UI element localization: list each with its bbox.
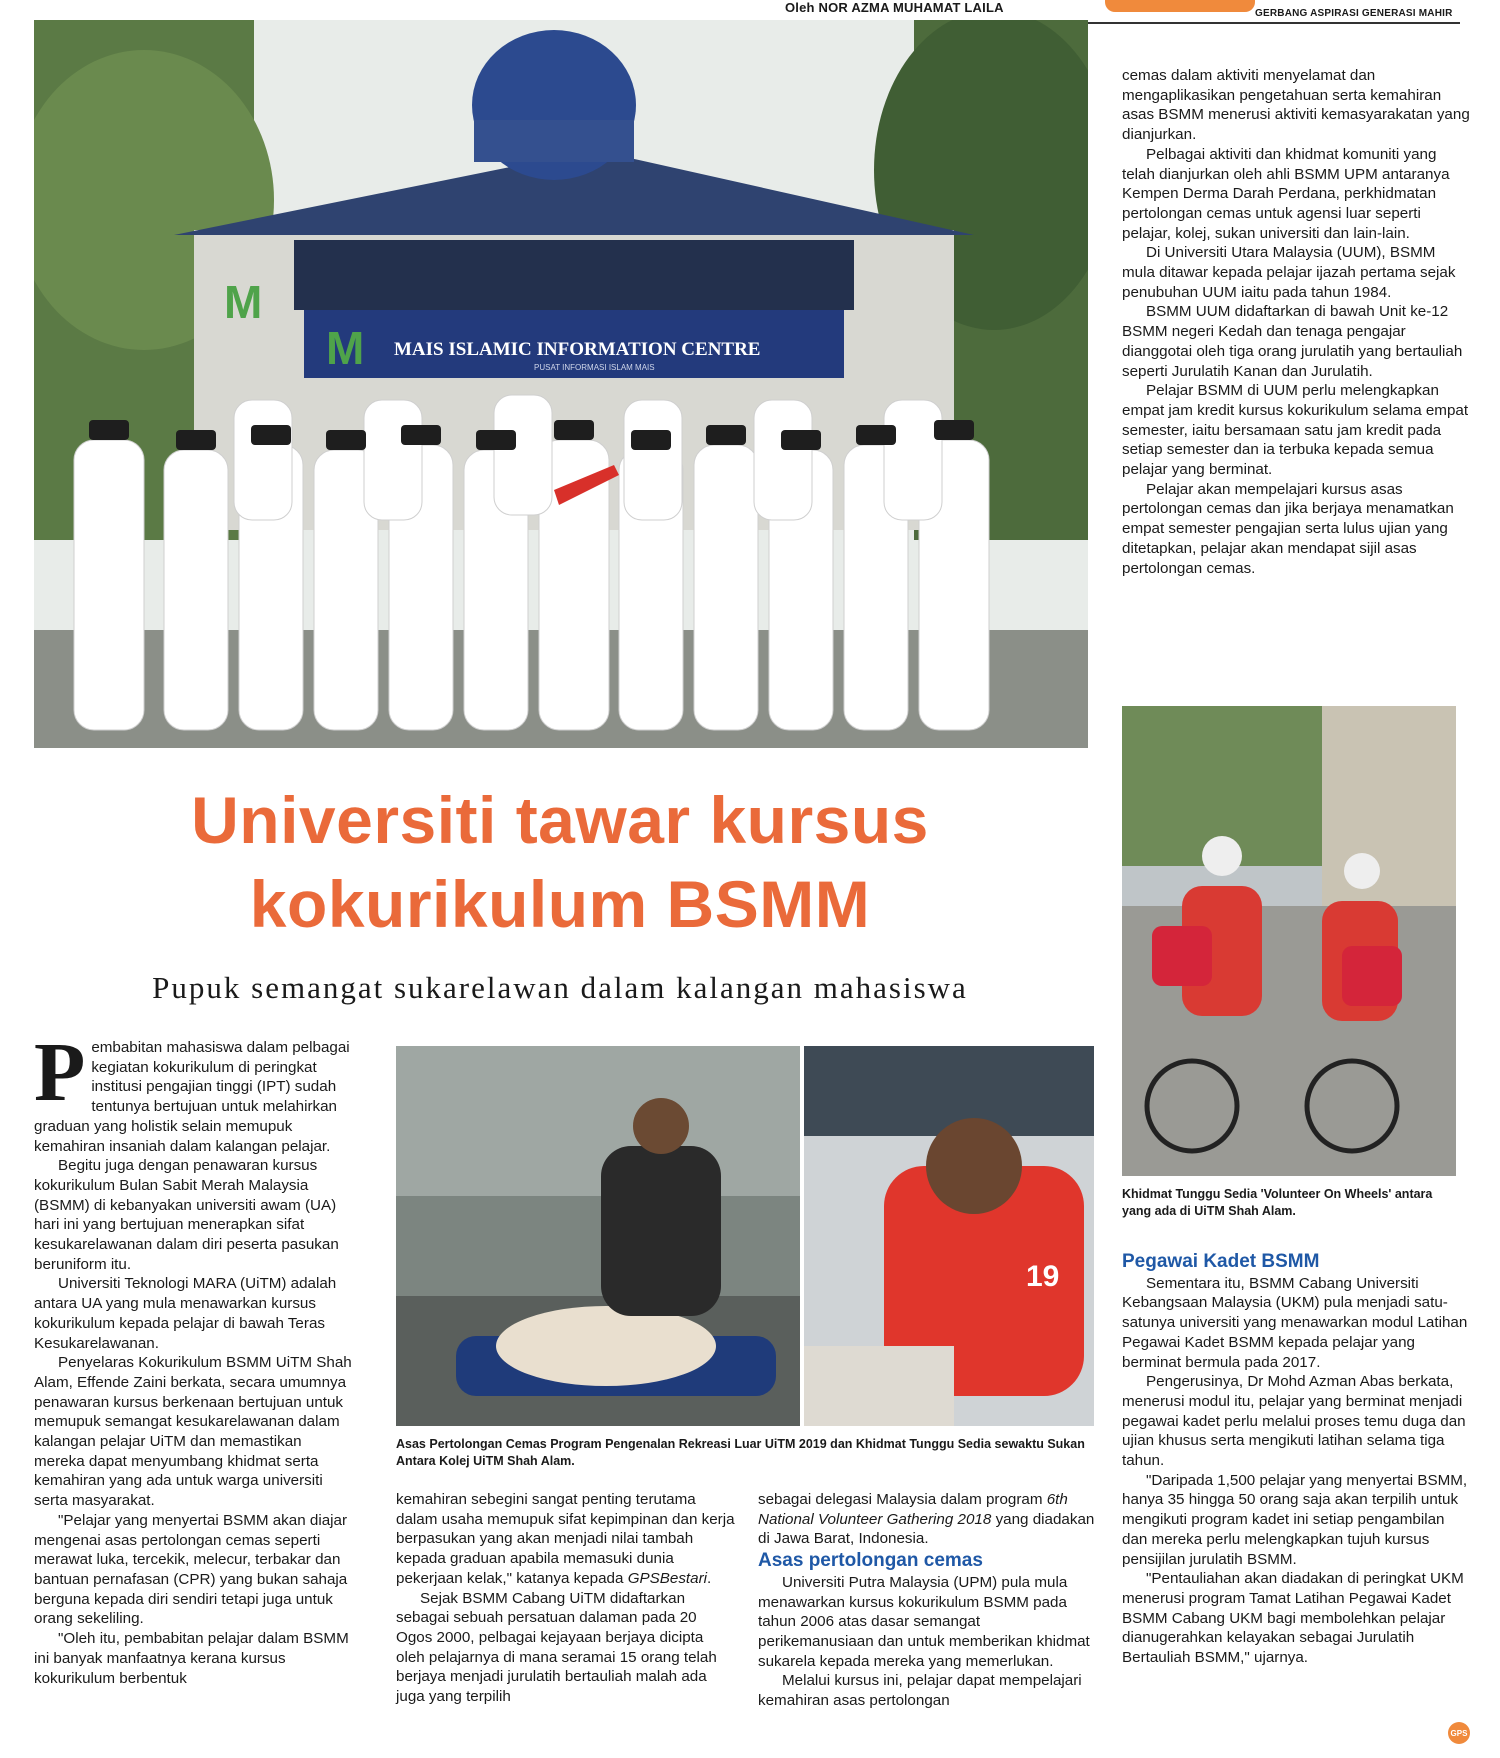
paragraph: "Oleh itu, pembabitan pelajar dalam BSMM ini banyak manfaatnya kerana kursus kokurikulum berbentuk bbox=[34, 1630, 349, 1687]
svg-text:M: M bbox=[326, 322, 365, 374]
paragraph: "Daripada 1,500 pelajar yang menyertai BSMM, hanya 35 hingga 50 orang saja akan terpilih untuk mengikuti program kadet ini setiap pengambilan dan mereka perlu melengkapkan tujuh kursus pensijilan jurulatih BSMM. bbox=[1122, 1471, 1468, 1568]
publication-name: GPSBestari bbox=[627, 1569, 708, 1587]
paragraph: Pelajar akan mempelajari kursus asas pertolongan cemas dan jika berjaya menamatkan empat semester pengajian serta lulus ujian yang ditetapkan, pelajar akan mendapat sijil asas pertolongan cemas. bbox=[1122, 480, 1454, 577]
paragraph: Universiti Teknologi MARA (UiTM) adalah antara UA yang mula menawarkan kursus kokurikulum kepada pelajar di bawah Teras Kesukarelawanan. bbox=[34, 1275, 337, 1352]
cpr-photo bbox=[396, 1046, 800, 1426]
headline-line-1: Universiti tawar kursus bbox=[191, 783, 929, 857]
article-column-1 bbox=[34, 1026, 356, 1688]
paragraph: embabitan mahasiswa dalam pelbagai kegiatan kokurikulum di peringkat institusi pengajian tinggi (IPT) sudah tentunya bertujuan untuk melahirkan graduan yang holistik selain memupuk kemahiran insaniah dalam kalangan pelajar. bbox=[34, 1039, 350, 1155]
paragraph: Sejak BSMM Cabang UiTM didaftarkan sebagai sebuah persatuan dalaman pada 20 Ogos 2000, pelbagai kejayaan berjaya dicipta oleh pelajarnya di mana seramai 15 orang telah berjaya menjadi jurulatih bertauliah malah ada juga yang terpilih bbox=[396, 1589, 717, 1706]
paragraph: kemahiran sebegini sangat penting terutama dalam usaha memupuk sifat kepimpinan dan kerja berpasukan yang akan menjadi nilai tambah kepada graduan apabila memasuki dunia pekerjaan kelak," katanya kepada bbox=[396, 1491, 735, 1587]
paragraph: sebagai delegasi Malaysia dalam program bbox=[758, 1491, 1043, 1508]
volunteer-photo bbox=[804, 1046, 1094, 1426]
byline: Oleh NOR AZMA MUHAMAT LAILA bbox=[785, 0, 1004, 15]
paragraph: Penyelaras Kokurikulum BSMM UiTM Shah Alam, Effende Zaini berkata, secara umumnya penawaran kursus berkenaan bertujuan untuk memupuk semangat kesukarelawanan dalam kalangan pelajar UiTM dan memastikan mereka dapat menyumbang khidmat serta kemahiran yang ada untuk warga universiti serta masyarakat. bbox=[34, 1354, 352, 1510]
gps-end-logo: GPS bbox=[1448, 1722, 1470, 1744]
dropcap: P bbox=[34, 1026, 86, 1119]
mais-sign-text: MAIS ISLAMIC INFORMATION CENTRE bbox=[394, 339, 761, 360]
paragraph: Sementara itu, BSMM Cabang Universiti Kebangsaan Malaysia (UKM) pula menjadi satu-satunya universiti yang menawarkan modul Latihan Pegawai Kadet BSMM kepada pelajar yang berminat bermula pada 2017. bbox=[1122, 1274, 1468, 1371]
paragraph: Pengerusinya, Dr Mohd Azman Abas berkata, menerusi modul itu, pelajar yang berminat menjadi pegawai kadet perlu melalui proses temu duga dan ujian khusus serta mengikuti latihan selama tiga tahun. bbox=[1122, 1373, 1466, 1470]
article-column-3 bbox=[758, 1490, 1098, 1711]
paragraph: "Pelajar yang menyertai BSMM akan diajar mengenai asas pertolongan cemas seperti merawat luka, tercekik, melecur, terbakar dan bantuan pernafasan (CPR) yang bukan sahaja berguna kepada diri sendiri tetapi juga untuk orang sekeliling. bbox=[34, 1511, 348, 1628]
subhead-cadet-officer: Pegawai Kadet BSMM bbox=[1122, 1251, 1320, 1272]
paragraph: yang diadakan di Jawa Barat, Indonesia. bbox=[758, 1510, 1095, 1548]
paragraph: Melalui kursus ini, pelajar dapat mempelajari kemahiran asas pertolongan bbox=[758, 1672, 1082, 1710]
paragraph: Begitu juga dengan penawaran kursus kokurikulum Bulan Sabit Merah Malaysia (BSMM) di kebanyakan universiti awam (UA) hari ini yang bertujuan menerapkan sifat kesukarelawanan dalam diri peserta pasukan beruniform itu. bbox=[34, 1157, 339, 1273]
tagline: GERBANG ASPIRASI GENERASI MAHIR bbox=[1255, 8, 1453, 19]
paragraph: Pelbagai aktiviti dan khidmat komuniti yang telah dianjurkan oleh ahli BSMM UPM antaranya Kempen Derma Darah Perdana, perkhidmatan pertolongan cemas untuk agensi luar seperti pelajar, kolej, sukan universiti dan lain-lain. bbox=[1122, 145, 1450, 242]
paragraph: Pelajar BSMM di UUM perlu melengkapkan empat jam kredit kursus kokurikulum selama empat semester, iaitu bersamaan satu jam kredit pada setiap semester dan ia terbuka kepada semua pelajar yang berminat. bbox=[1122, 382, 1469, 479]
svg-text:19: 19 bbox=[1026, 1260, 1060, 1293]
headline-line-2: kokurikulum BSMM bbox=[249, 867, 871, 941]
header-tab bbox=[1105, 0, 1255, 12]
mais-sign-subtext: PUSAT INFORMASI ISLAM MAIS bbox=[534, 363, 655, 372]
photo-caption-middle: Asas Pertolongan Cemas Program Pengenalan Rekreasi Luar UiTM 2019 dan Khidmat Tunggu Sedia sewaktu Sukan Antara Kolej UiTM Shah Alam. bbox=[396, 1437, 1085, 1468]
event-name: 6th National Volunteer Gathering 2018 bbox=[758, 1491, 1068, 1528]
paragraph: cemas dalam aktiviti menyelamat dan mengaplikasikan pengetahuan serta kemahiran asas BSMM menerusi aktiviti kemasyarakatan yang dianjurkan. bbox=[1122, 67, 1470, 144]
svg-text:M: M bbox=[224, 276, 263, 328]
paragraph: BSMM UUM didaftarkan di bawah Unit ke-12 BSMM negeri Kedah dan tenaga pengajar dianggotai oleh tiga orang jurulatih yang bertauliah seperti Jurulatih Kanan dan Jurulatih. bbox=[1122, 303, 1463, 380]
photo-caption-right: Khidmat Tunggu Sedia 'Volunteer On Wheels' antara yang ada di UiTM Shah Alam. bbox=[1122, 1187, 1433, 1218]
paragraph: "Pentauliahan akan diadakan di peringkat UKM menerusi program Tamat Latihan Pegawai Kadet BSMM Cabang UKM bagi membolehkan pelajar dianugerahkan kelayakan sebagai Jurulatih Bertauliah BSMM," ujarnya. bbox=[1122, 1570, 1464, 1667]
subheadline: Pupuk semangat sukarelawan dalam kalangan mahasiswa bbox=[152, 970, 968, 1005]
article-column-right-bottom bbox=[1122, 1250, 1472, 1668]
bicycle-photo bbox=[1122, 706, 1456, 1176]
article-column-right-top bbox=[1122, 66, 1472, 578]
subhead-first-aid: Asas pertolongan cemas bbox=[758, 1550, 983, 1572]
headline bbox=[60, 778, 1060, 946]
article-column-2: kemahiran sebegini sangat penting terutama dalam usaha memupuk sifat kepimpinan dan kerja berpasukan yang akan menjadi nilai tambah kepada graduan apabila memasuki dunia pekerjaan kelak," katanya kepada GPSBestari. Sejak BSMM Cabang UiTM didaftarkan sebagai sebuah persatuan dalaman pada 20 Ogos 2000, pelbagai kejayaan berjaya dicipta oleh pelajarnya di mana seramai 15 orang telah berjaya menjadi jurulatih bertauliah malah ada juga yang terpilih bbox=[396, 1491, 735, 1706]
paragraph: Universiti Putra Malaysia (UPM) pula mula menawarkan kursus kokurikulum BSMM pada tahun 2006 atas dasar semangat perikemanusiaan dan untuk memberikan khidmat sukarela kepada mereka yang memerlukan. bbox=[758, 1573, 1090, 1670]
paragraph: Di Universiti Utara Malaysia (UUM), BSMM mula ditawar kepada pelajar ijazah pertama sejak penubuhan UUM iaitu pada tahun 1984. bbox=[1122, 244, 1456, 301]
main-photo bbox=[34, 20, 1088, 748]
